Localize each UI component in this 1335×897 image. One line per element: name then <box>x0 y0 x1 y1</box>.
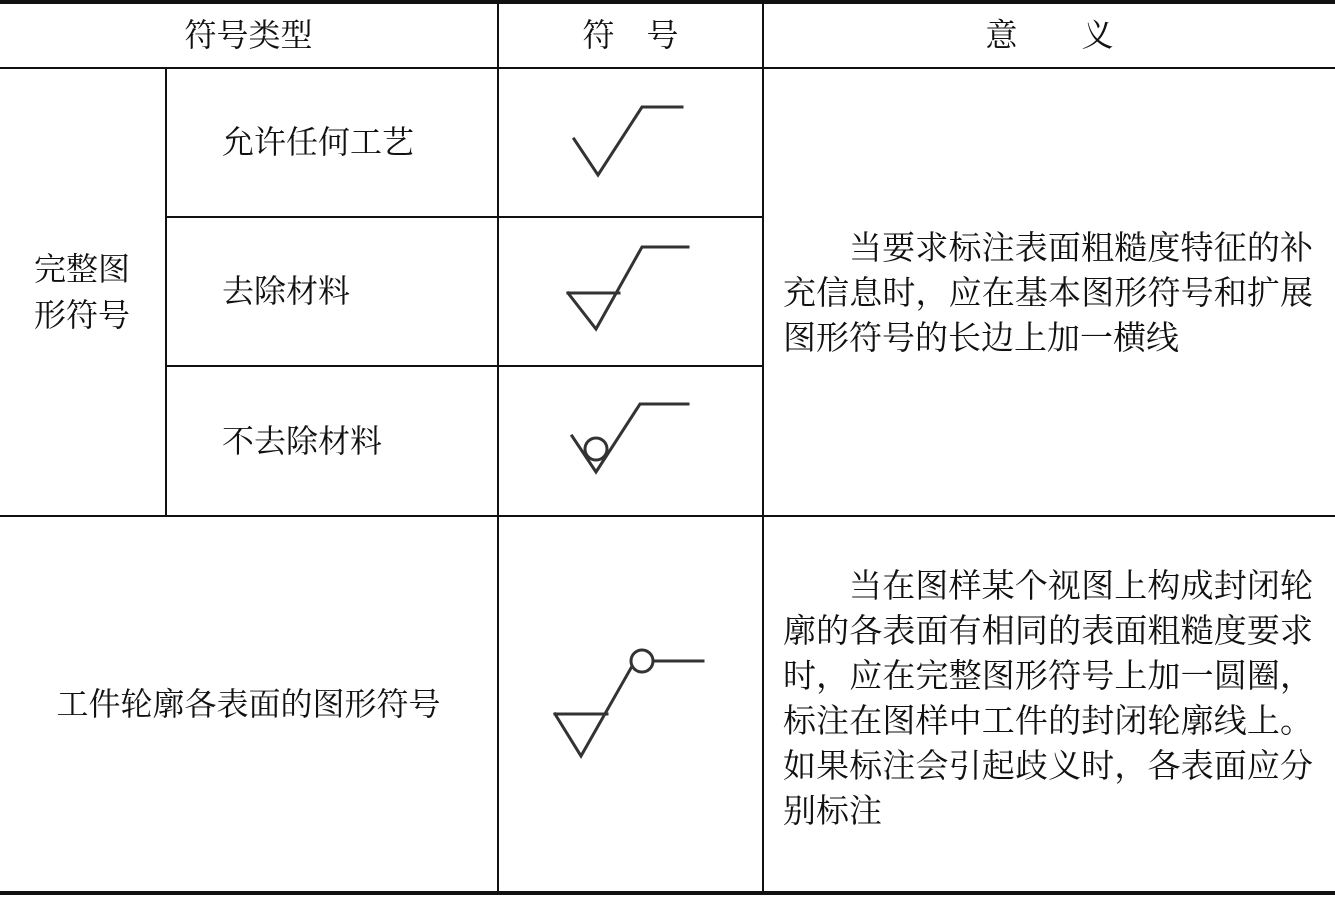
col-divider-meaning <box>762 2 764 893</box>
group-label-complete-symbol: 完整图形符号 <box>33 249 130 334</box>
meaning-complete-symbol: 当要求标注表面粗糙度特征的补充信息时，应在基本图形符号和扩展图形符号的长边上加一横线 <box>783 228 1313 357</box>
header-symbol-type: 符号类型 <box>184 16 313 55</box>
surface-roughness-material-removal-icon <box>560 235 700 345</box>
col-divider-group <box>165 68 167 516</box>
row-name-no-material-removal: 不去除材料 <box>222 421 383 460</box>
surface-roughness-no-material-removal-icon <box>560 392 700 492</box>
meaning-contour-surfaces: 当在图样某个视图上构成封闭轮廓的各表面有相同的表面粗糙度要求时，应在完整图形符号上加一圆圈，标注在图样中工件的封闭轮廓线上。如果标注会引起歧义时，各表面应分别标注 <box>783 566 1313 830</box>
row-name-any-process: 允许任何工艺 <box>222 123 415 162</box>
surface-roughness-any-process-icon <box>560 95 700 195</box>
header-bottom-rule <box>0 67 1335 69</box>
header-meaning: 意 义 <box>985 16 1114 55</box>
header-symbol: 符 号 <box>582 16 679 55</box>
col-divider-symbol <box>497 2 499 893</box>
row-name-material-removal: 去除材料 <box>222 272 351 311</box>
table-bottom-border <box>0 891 1335 895</box>
row-name-contour-surfaces: 工件轮廓各表面的图形符号 <box>56 684 441 723</box>
surface-roughness-all-around-icon <box>545 640 715 770</box>
